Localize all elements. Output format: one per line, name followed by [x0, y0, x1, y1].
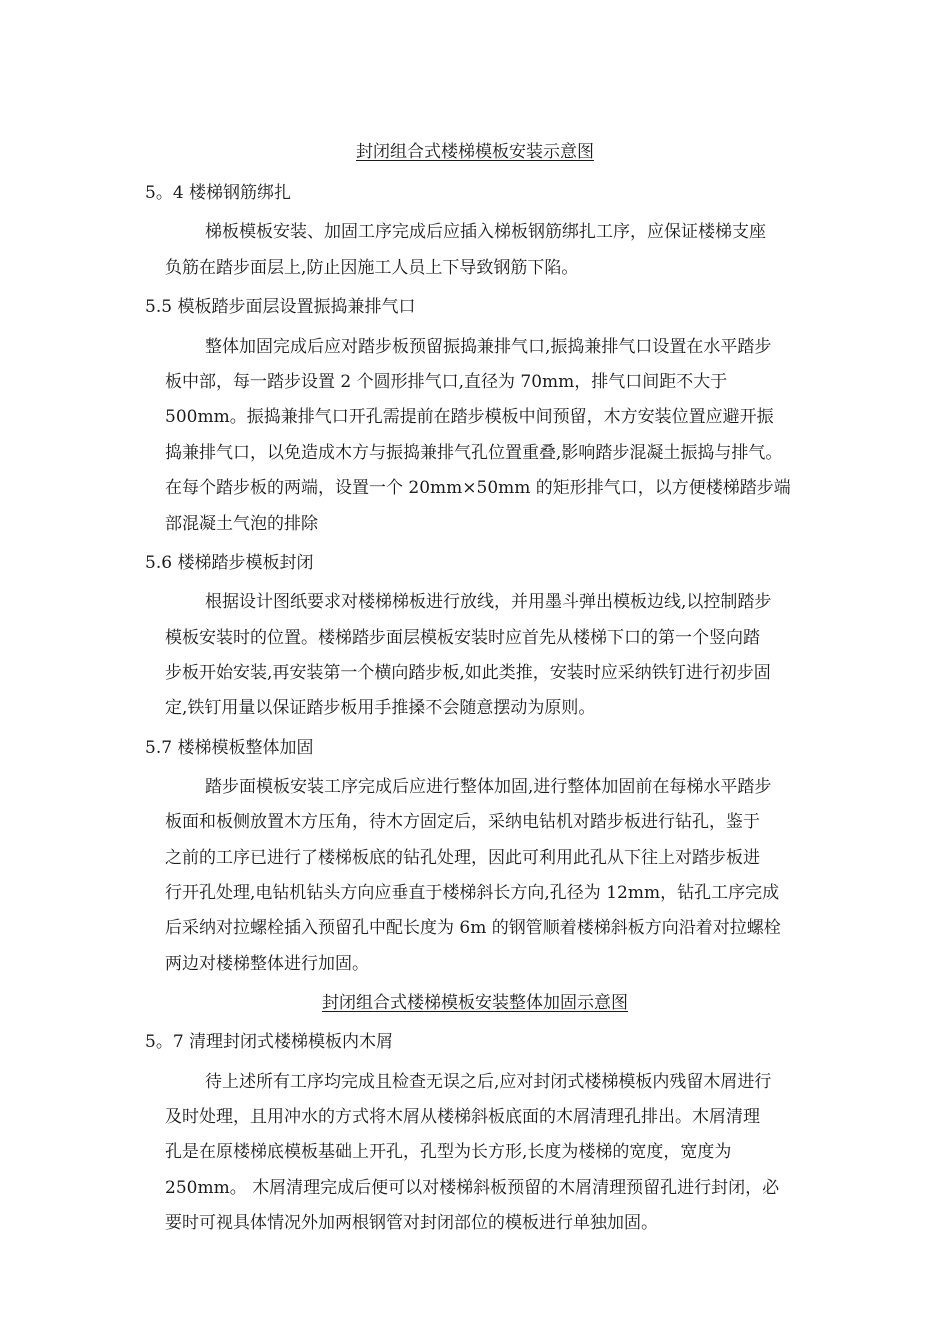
- paragraph-line: 在每个踏步板的两端，设置一个 20mm×50mm 的矩形排气口，以方便楼梯踏步端: [165, 478, 791, 498]
- paragraph-line: 之前的工序已进行了楼梯板底的钻孔处理，因此可利用此孔从下往上对踏步板进: [165, 848, 760, 868]
- section-heading: 5。4 楼梯钢筋绑扎: [145, 183, 292, 203]
- figure-caption: 封闭组合式楼梯模板安装示意图: [356, 142, 594, 162]
- paragraph-line: 及时处理，且用冲水的方式将木屑从楼梯斜板底面的木屑清理孔排出。木屑清理: [165, 1107, 760, 1127]
- section-heading: 5。7 清理封闭式楼梯模板内木屑: [145, 1032, 394, 1052]
- paragraph-line: 行开孔处理,电钻机钻头方向应垂直于楼梯斜长方向,孔径为 12mm，钻孔工序完成: [165, 883, 780, 903]
- paragraph-line: 板中部，每一踏步设置 2 个圆形排气口,直径为 70mm，排气口间距不大于: [165, 372, 728, 392]
- paragraph-line: 要时可视具体情况外加两根钢管对封闭部位的模板进行单独加固。: [165, 1213, 658, 1233]
- paragraph-line: 步板开始安装,再安装第一个横向踏步板,如此类推，安装时应采纳铁钉进行初步固: [165, 663, 771, 683]
- paragraph-line: 后采纳对拉螺栓插入预留孔中配长度为 6m 的钢管顺着楼梯斜板方向沿着对拉螺栓: [165, 918, 781, 938]
- paragraph-line: 捣兼排气口，以免造成木方与振捣兼排气孔位置重叠,影响踏步混凝土振捣与排气。: [165, 443, 783, 463]
- paragraph-line: 根据设计图纸要求对楼梯梯板进行放线，并用墨斗弹出模板边线,以控制踏步: [205, 592, 772, 612]
- paragraph-line: 部混凝土气泡的排除: [165, 514, 318, 534]
- paragraph-line: 踏步面模板安装工序完成后应进行整体加固,进行整体加固前在每梯水平踏步: [205, 777, 772, 797]
- paragraph-line: 梯板模板安装、加固工序完成后应插入梯板钢筋绑扎工序，应保证楼梯支座: [205, 222, 766, 242]
- paragraph-line: 孔是在原楼梯底模板基础上开孔，孔型为长方形,长度为楼梯的宽度，宽度为: [165, 1142, 732, 1162]
- section-heading: 5.6 楼梯踏步模板封闭: [145, 553, 314, 573]
- paragraph-line: 模板安装时的位置。楼梯踏步面层模板安装时应首先从楼梯下口的第一个竖向踏: [165, 628, 760, 648]
- paragraph-line: 两边对楼梯整体进行加固。: [165, 954, 369, 974]
- section-heading: 5.5 模板踏步面层设置振捣兼排气口: [145, 297, 416, 317]
- paragraph-line: 500mm。振捣兼排气口开孔需提前在踏步模板中间预留，木方安装位置应避开振: [165, 407, 774, 427]
- paragraph-line: 定,铁钉用量以保证踏步板用手推搡不会随意摆动为原则。: [165, 698, 596, 718]
- paragraph-line: 250mm。 木屑清理完成后便可以对楼梯斜板预留的木屑清理预留孔进行封闭，必: [165, 1178, 780, 1198]
- paragraph-line: 待上述所有工序均完成且检查无误之后,应对封闭式楼梯模板内残留木屑进行: [205, 1072, 772, 1092]
- figure-caption: 封闭组合式楼梯模板安装整体加固示意图: [322, 993, 628, 1013]
- paragraph-line: 板面和板侧放置木方压角，待木方固定后，采纳电钻机对踏步板进行钻孔，鉴于: [165, 812, 760, 832]
- paragraph-line: 负筋在踏步面层上,防止因施工人员上下导致钢筋下陷。: [165, 258, 579, 278]
- paragraph-line: 整体加固完成后应对踏步板预留振捣兼排气口,振捣兼排气口设置在水平踏步: [205, 337, 772, 357]
- section-heading: 5.7 楼梯模板整体加固: [145, 738, 314, 758]
